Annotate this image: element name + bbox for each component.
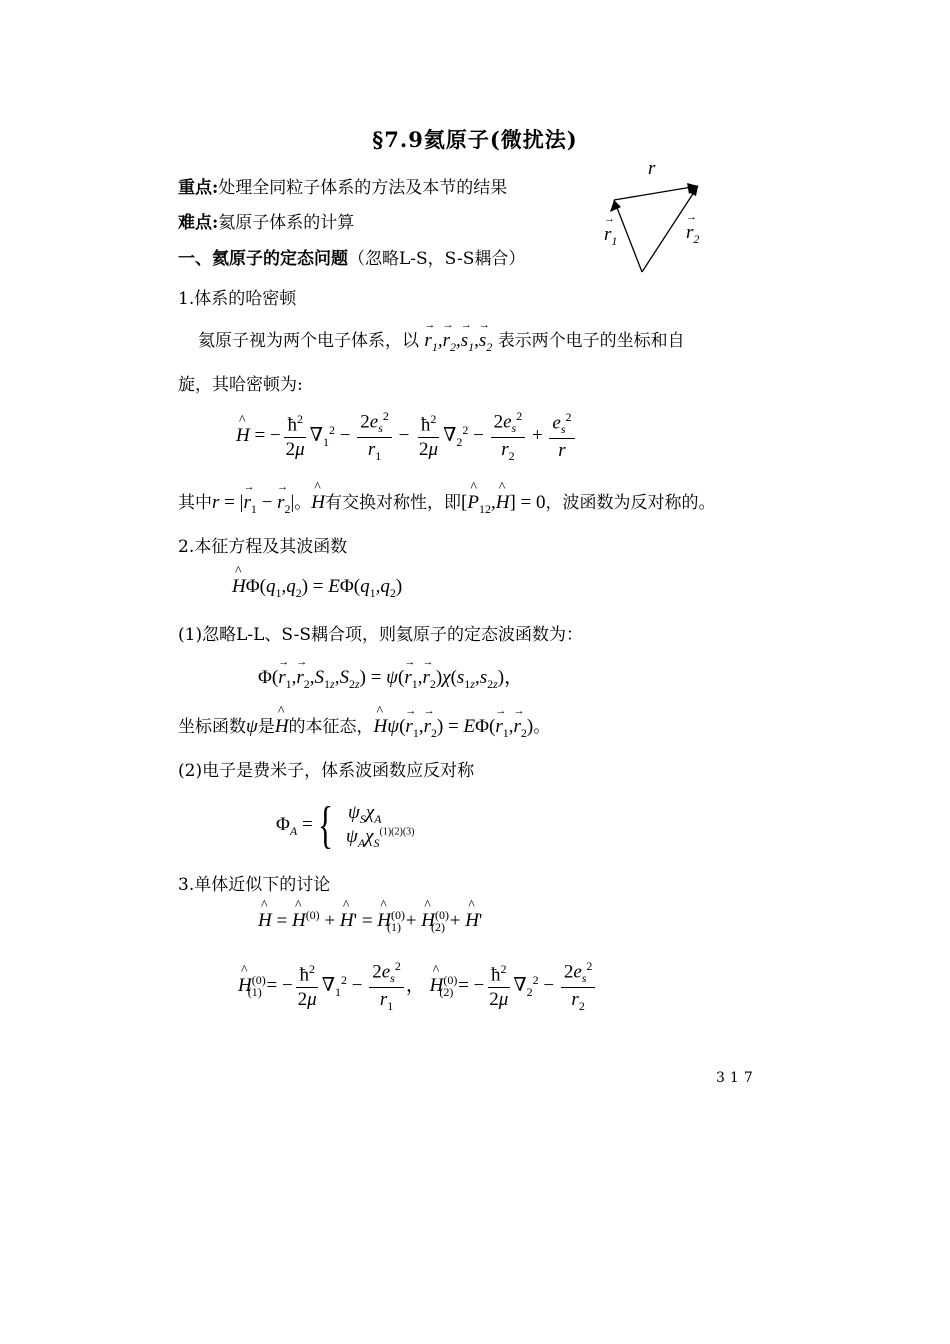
- subsection-2: 2.本征方程及其波函数: [178, 537, 348, 557]
- page-number: 317: [716, 1070, 758, 1086]
- key-point-line: [178, 173, 507, 198]
- difficulty-line: [178, 208, 354, 233]
- r-vector-line: [614, 186, 698, 200]
- section1-note: （忽略L-S，S-S耦合）: [348, 249, 526, 269]
- coordinate-function-line: 坐标函数ψ是^ H的本征态，^ $H\psi(\to r_1,\to r_2) = E\Phi(\to r_1,\to r_2)$。: [178, 712, 550, 741]
- subsection-1: 1.体系的哈密顿: [178, 289, 297, 309]
- difficulty-text: 氦原子体系的计算: [218, 213, 355, 233]
- difficulty-label: 难点:: [178, 213, 219, 233]
- section1-heading-line: [178, 244, 525, 269]
- diagram-label-r2: → $r_2$: [686, 222, 699, 247]
- diagram-label-r: r: [648, 158, 656, 179]
- single-body-hamiltonians: ^ $H^{(0)}_{(1)}$ = − $\frac{ħ^2}{2\mu}$ $\nabla_1^2$ − $\frac{2e_s^2}{r_1}$ ， ^ $H^{(0)}_{(2)}$ = − $\frac{ħ^2}{2\mu}$ $\nabla_2^2$ − $\frac{2e_s^2}{r_2}$: [238, 960, 597, 1014]
- page-title: §7.9氦原子(微扰法): [372, 127, 578, 152]
- antisymmetric-wavefunction: $\Phi_A$ ={: [276, 797, 333, 854]
- r1-arrowhead: [610, 200, 621, 212]
- key-point-label: 重点:: [178, 178, 219, 198]
- coordinates-spins-expression: → $r_1,\to r_2,\to s_1,\to s_2$: [424, 330, 492, 351]
- item-1: (1)忽略L-L、S-S耦合项，则氦原子的定态波函数为：: [178, 625, 584, 645]
- r1-vector-line: [614, 200, 642, 272]
- item-2: (2)电子是费米子，体系波函数应反对称: [178, 761, 475, 781]
- subsection-3: 3.单体近似下的讨论: [178, 875, 331, 895]
- paragraph-1: 氦原子视为两个电子体系，以 → $r_1,\to r_2,\to s_1,\to s_2$ 表示两个电子的坐标和自: [198, 326, 685, 355]
- wavefunction-equation: $\Phi(\to r_1,\to r_2,S_{1z},S_{2z}) = \psi(\to r_1,\to r_2)\chi(s_{1z},s_{2z})$，: [258, 662, 523, 692]
- section1-heading: 一、氦原子的定态问题: [178, 249, 348, 269]
- eigen-equation: ^ $H\Phi(q_1,q_2) = E\Phi(q_1,q_2)$: [232, 576, 402, 601]
- hamiltonian-equation: ^ H = − $\frac{ħ^2}{2\mu}$ $\nabla_1^2$ − $\frac{2e_s^2}{r_1}$ − $\frac{ħ^2}{2\mu}$ $\nabla_2^2$ − $\frac{2e_s^2}{r_2}$ + $\frac{e_s^2}{r}$: [236, 410, 577, 464]
- key-point-text: 处理全同粒子体系的方法及本节的结果: [218, 178, 508, 198]
- perturbation-split-equation: ^ H = ^ $H^{(0)}$ + ^ H' = ^ $H^{(0)}_{(1)}$ + ^ $H^{(0)}_{(2)}$ + ^ H': [258, 908, 482, 935]
- paragraph-1-line-2: 旋，其哈密顿为:: [178, 375, 303, 395]
- antisym-case-1: $\psi_S\chi_A$: [348, 802, 382, 826]
- paragraph-2: 其中r = |→ $r_1$ − → $r_2|$。^ H有交换对称性，即[^ $P_{12},\^{}$ H] = 0，波函数为反对称的。: [178, 488, 715, 517]
- diagram-label-r1: → $r_1$: [604, 224, 617, 249]
- antisym-case-2: $\psi_A\chi_S^{(1)(2)(3)}$: [346, 826, 415, 850]
